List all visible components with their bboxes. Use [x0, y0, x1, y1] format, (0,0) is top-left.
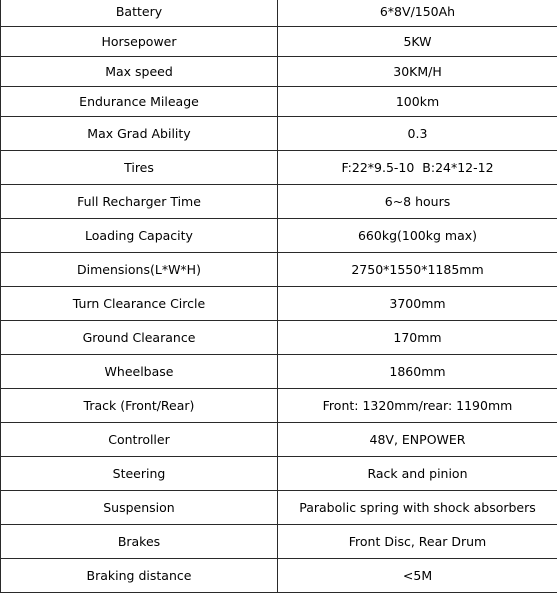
spec-value: 3700mm	[278, 287, 557, 321]
spec-row-full-recharger-time	[1, 185, 557, 219]
spec-value: 5KW	[278, 27, 557, 57]
spec-row-track	[1, 389, 557, 423]
spec-value: 6~8 hours	[278, 185, 557, 219]
spec-value: 660kg(100kg max)	[278, 219, 557, 253]
specifications-body	[1, 0, 557, 593]
spec-label: Max Grad Ability	[1, 117, 278, 151]
spec-label: Braking distance	[1, 559, 278, 593]
spec-row-braking-distance	[1, 559, 557, 593]
spec-label: Track (Front/Rear)	[1, 389, 278, 423]
spec-row-horsepower	[1, 27, 557, 57]
spec-label: Horsepower	[1, 27, 278, 57]
spec-label: Brakes	[1, 525, 278, 559]
spec-row-wheelbase	[1, 355, 557, 389]
spec-row-steering	[1, 457, 557, 491]
spec-row-battery	[1, 0, 557, 27]
spec-label: Dimensions(L*W*H)	[1, 253, 278, 287]
spec-value: 2750*1550*1185mm	[278, 253, 557, 287]
spec-value: 170mm	[278, 321, 557, 355]
spec-label: Wheelbase	[1, 355, 278, 389]
spec-value: 30KM/H	[278, 57, 557, 87]
spec-label: Loading Capacity	[1, 219, 278, 253]
spec-label: Controller	[1, 423, 278, 457]
spec-row-suspension	[1, 491, 557, 525]
spec-value: 1860mm	[278, 355, 557, 389]
spec-row-dimensions	[1, 253, 557, 287]
spec-row-endurance-mileage	[1, 87, 557, 117]
spec-label: Ground Clearance	[1, 321, 278, 355]
spec-value: F:22*9.5-10 B:24*12-12	[278, 151, 557, 185]
spec-row-loading-capacity	[1, 219, 557, 253]
spec-value: Parabolic spring with shock absorbers	[278, 491, 557, 525]
spec-value: Front Disc, Rear Drum	[278, 525, 557, 559]
spec-label: Suspension	[1, 491, 278, 525]
spec-row-turn-clearance-circle	[1, 287, 557, 321]
spec-value: Front: 1320mm/rear: 1190mm	[278, 389, 557, 423]
spec-value: <5M	[278, 559, 557, 593]
spec-row-tires	[1, 151, 557, 185]
spec-label: Steering	[1, 457, 278, 491]
spec-row-controller	[1, 423, 557, 457]
spec-row-ground-clearance	[1, 321, 557, 355]
spec-row-max-speed	[1, 57, 557, 87]
spec-label: Full Recharger Time	[1, 185, 278, 219]
spec-value: 48V, ENPOWER	[278, 423, 557, 457]
spec-value: 0.3	[278, 117, 557, 151]
spec-value: 6*8V/150Ah	[278, 0, 557, 27]
spec-value: 100km	[278, 87, 557, 117]
spec-label: Endurance Mileage	[1, 87, 278, 117]
spec-row-brakes	[1, 525, 557, 559]
spec-label: Battery	[1, 0, 278, 27]
spec-row-max-grad-ability	[1, 117, 557, 151]
spec-label: Tires	[1, 151, 278, 185]
spec-label: Turn Clearance Circle	[1, 287, 278, 321]
spec-label: Max speed	[1, 57, 278, 87]
spec-value: Rack and pinion	[278, 457, 557, 491]
